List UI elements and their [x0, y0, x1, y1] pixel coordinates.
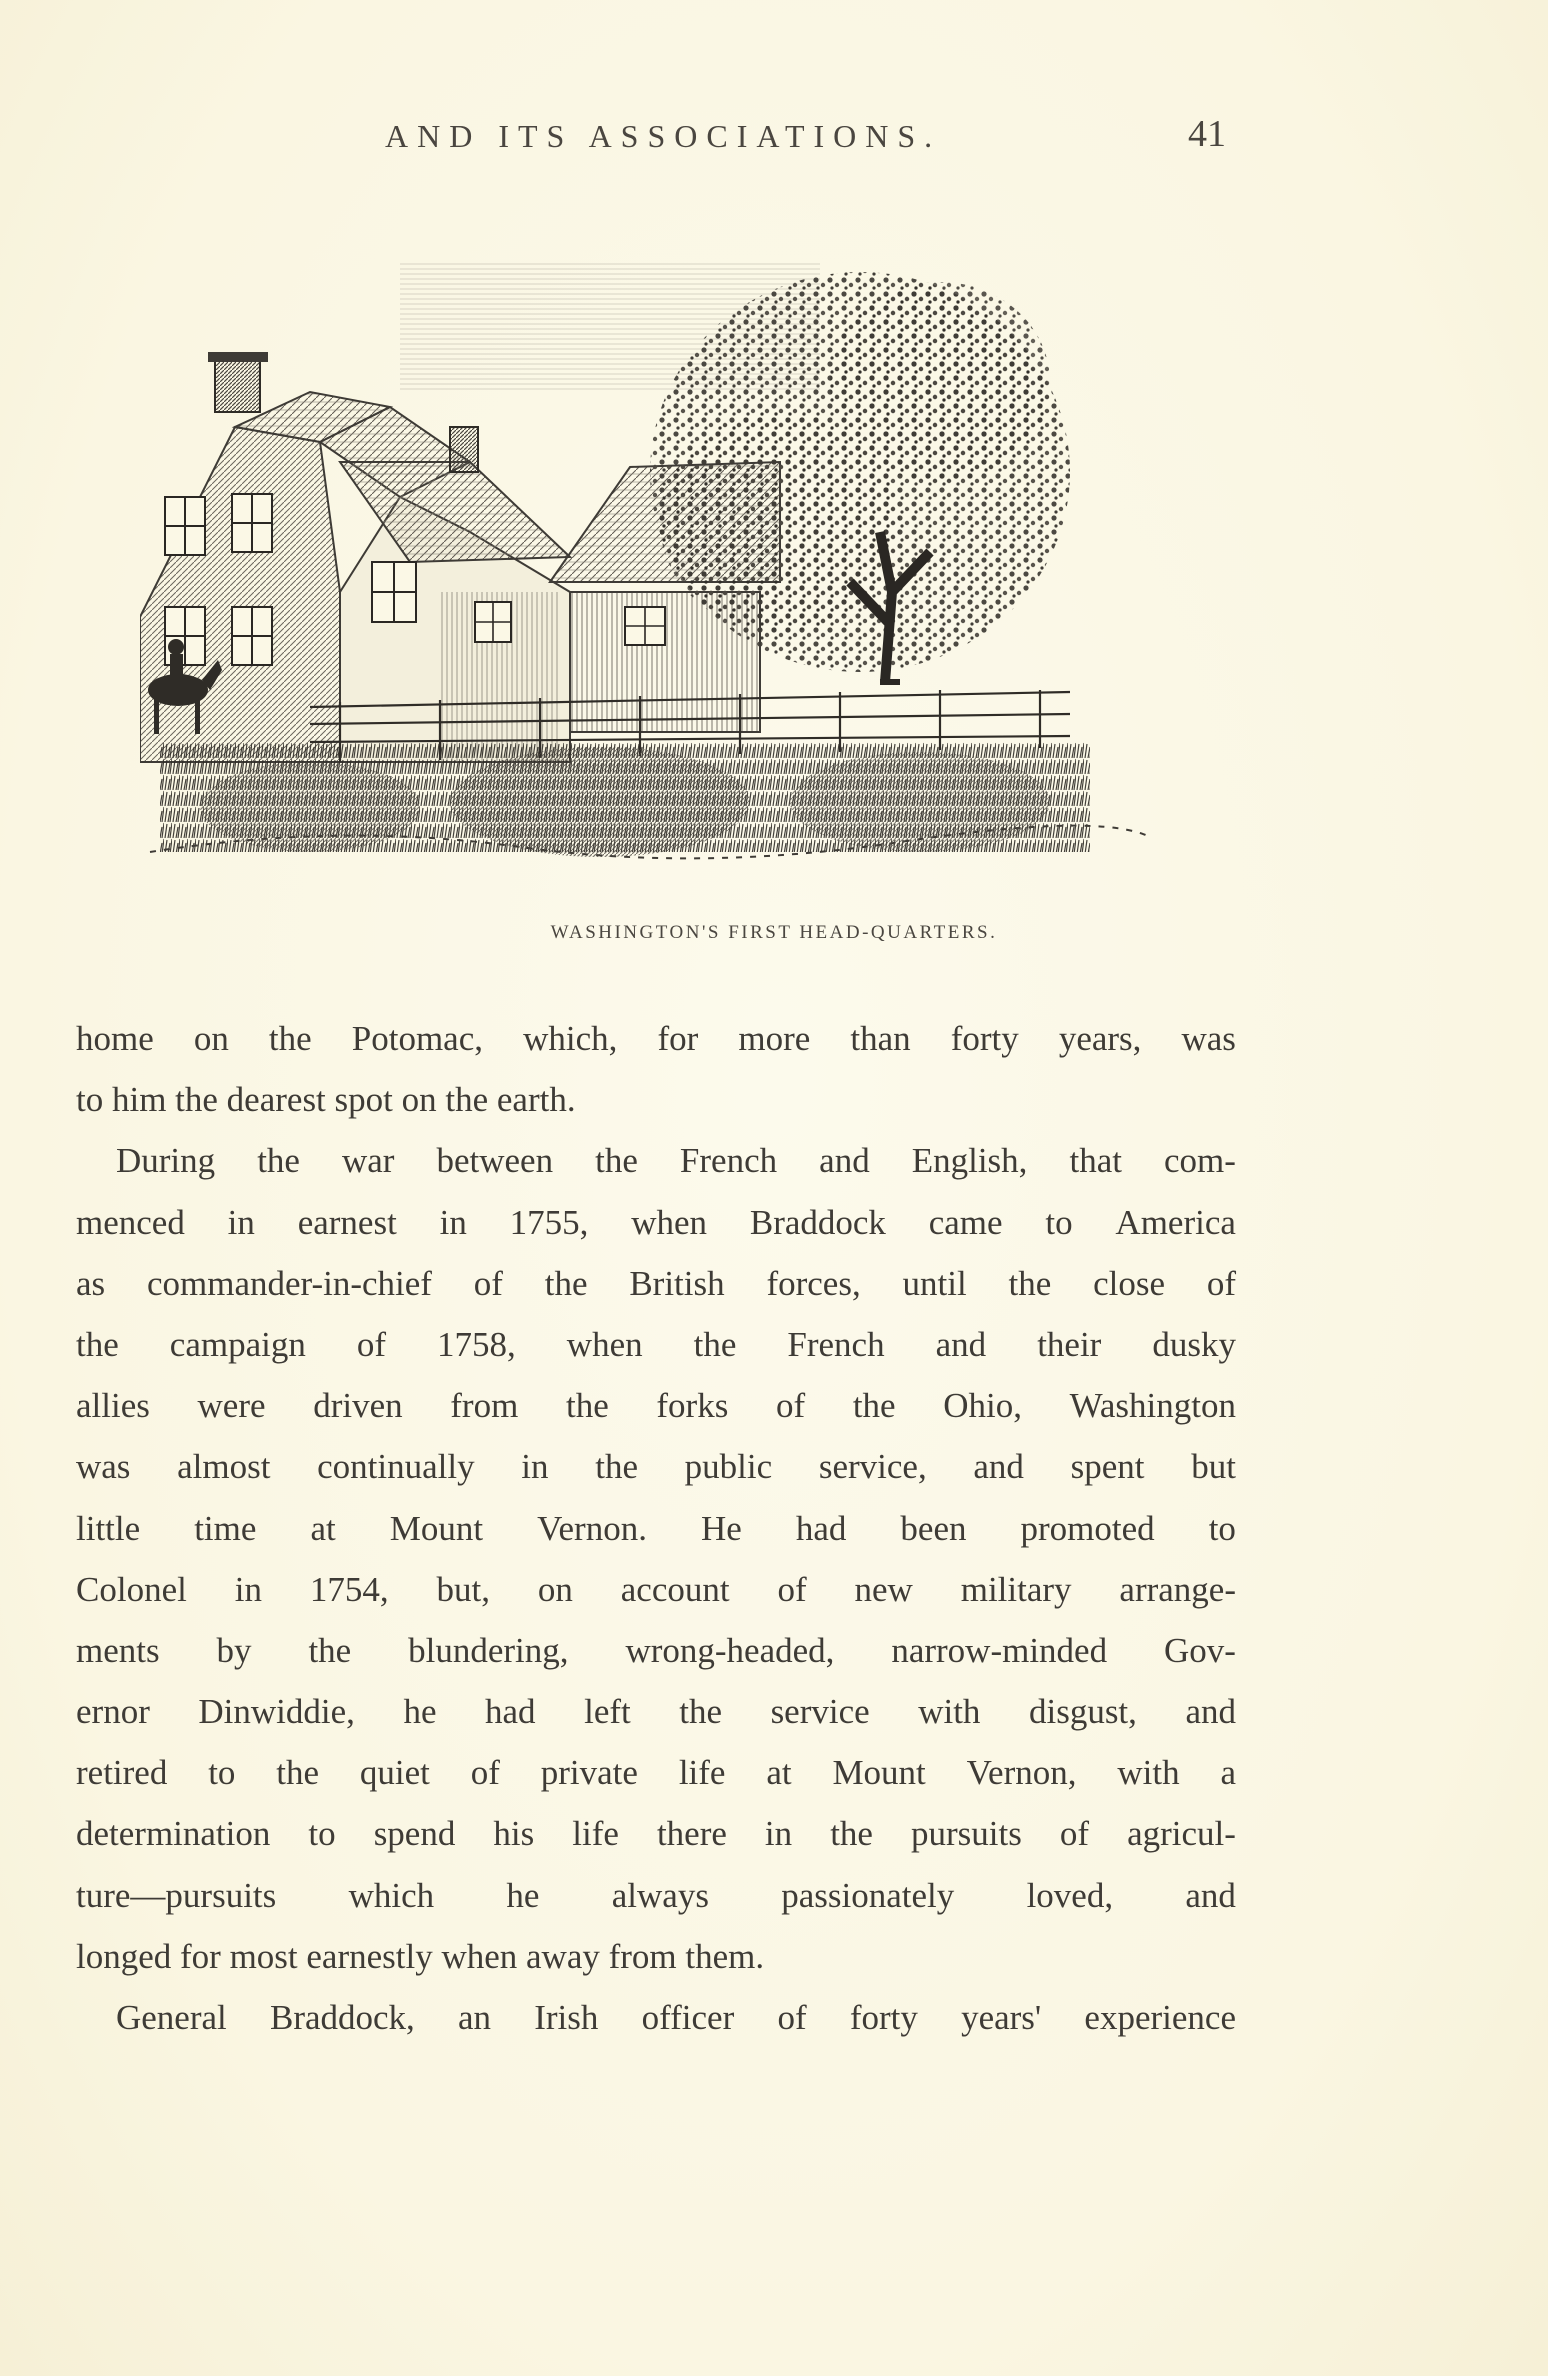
text-line: the campaign of 1758, when the French and their dusky: [76, 1324, 1236, 1364]
text-line: was almost continually in the public service, and spent but: [76, 1447, 1236, 1487]
text-line: as commander-in-chief of the British forces, until the close of: [76, 1263, 1236, 1303]
figure-caption: WASHINGTON'S FIRST HEAD-QUARTERS.: [550, 922, 998, 943]
engraving-washingtons-headquarters: [140, 262, 1160, 902]
text-line: Colonel in 1754, but, on account of new military arrange-: [76, 1569, 1236, 1609]
text-line: longed for most earnestly when away from them.: [76, 1936, 765, 1976]
foreground-grass: [150, 742, 1150, 858]
text-line: to him the dearest spot on the earth.: [76, 1080, 576, 1120]
text-line: ments by the blundering, wrong-headed, narrow-minded Gov-: [76, 1630, 1236, 1670]
text-line: home on the Potomac, which, for more than forty years, was: [76, 1019, 1236, 1058]
text-line: ernor Dinwiddie, he had left the service with disgust, and: [76, 1692, 1236, 1732]
text-line: menced in earnest in 1755, when Braddock came to America: [76, 1202, 1236, 1242]
text-line: determination to spend his life there in the pursuits of agricul-: [76, 1814, 1236, 1854]
text-line: ture—pursuits which he always passionately loved, and: [76, 1875, 1236, 1915]
text-line: retired to the quiet of private life at Mount Vernon, with a: [76, 1753, 1236, 1793]
body-text: [76, 1008, 1236, 2048]
text-line: During the war between the French and English, that com-: [116, 1141, 1236, 1181]
text-line: allies were driven from the forks of the Ohio, Washington: [76, 1386, 1236, 1426]
page-number: 41: [1188, 113, 1226, 155]
text-line: little time at Mount Vernon. He had been promoted to: [76, 1508, 1236, 1548]
running-head: AND ITS ASSOCIATIONS.: [385, 118, 942, 154]
white-wing: [340, 427, 570, 762]
text-line: General Braddock, an Irish officer of forty years' experience: [116, 1998, 1236, 2037]
